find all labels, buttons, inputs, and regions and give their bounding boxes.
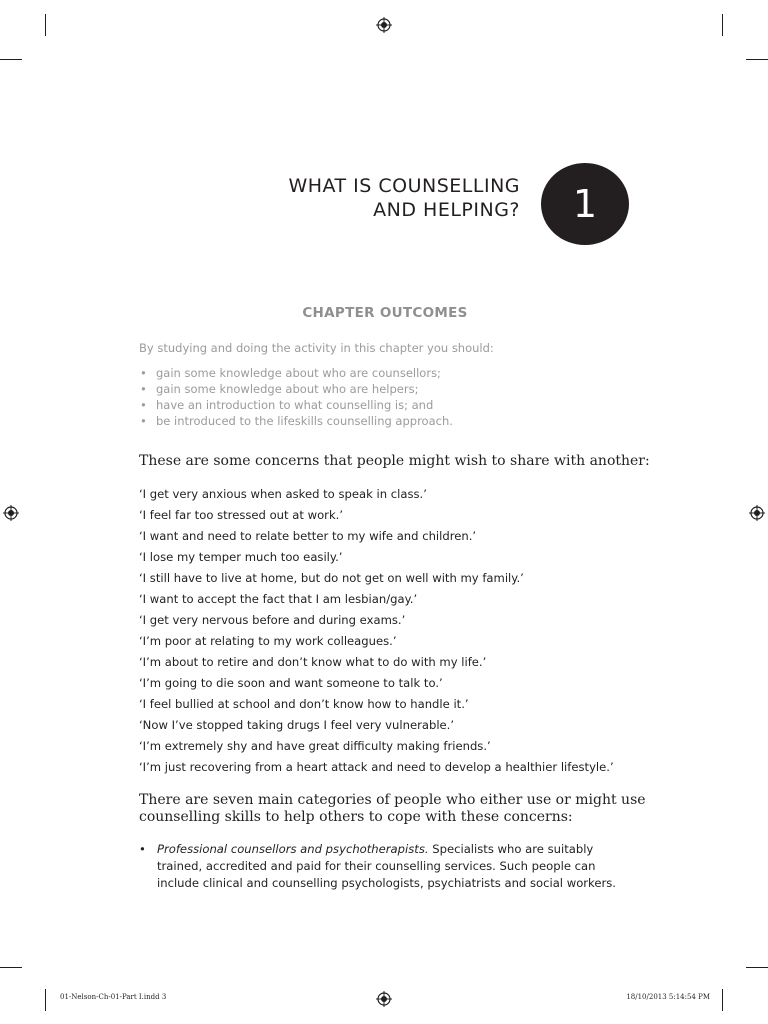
chapter-title bbox=[288, 174, 520, 222]
quote-item: ‘I’m going to die soon and want someone to talk to.’ bbox=[139, 676, 443, 690]
quote-item: ‘I want and need to relate better to my wife and children.’ bbox=[139, 529, 477, 543]
categories-intro-line: There are seven main categories of people who either use or might use bbox=[139, 792, 646, 808]
crop-mark-top-right bbox=[722, 14, 723, 36]
category-term: Professional counsellors and psychotherapists. bbox=[157, 842, 429, 856]
outcomes-intro: By studying and doing the activity in this chapter you should: bbox=[139, 341, 494, 355]
quote-item: ‘I still have to live at home, but do not get on well with my family.’ bbox=[139, 571, 524, 585]
quote-item: ‘I get very nervous before and during exams.’ bbox=[139, 613, 406, 627]
quote-item: ‘I’m poor at relating to my work colleagues.’ bbox=[139, 634, 397, 648]
quote-item: ‘I’m just recovering from a heart attack and need to develop a healthier lifestyle.’ bbox=[139, 760, 614, 774]
outcome-item: • have an introduction to what counselling is; and bbox=[139, 397, 453, 413]
category-description: Specialists who are suitably trained, accredited and paid for their counselling services. Such people can include clinical and counselling psychologists, psychiatrists and social workers. bbox=[157, 842, 616, 890]
quote-item: ‘I get very anxious when asked to speak in class.’ bbox=[139, 487, 427, 501]
registration-mark-icon bbox=[3, 505, 19, 521]
crop-mark-left-top bbox=[0, 59, 22, 60]
quote-item: ‘I feel far too stressed out at work.’ bbox=[139, 508, 344, 522]
print-slug-file: 01-Nelson-Ch-01-Part I.indd 3 bbox=[60, 993, 167, 1001]
quote-item: ‘I’m about to retire and don’t know what to do with my life.’ bbox=[139, 655, 487, 669]
crop-mark-bottom-left bbox=[45, 989, 46, 1011]
crop-mark-bottom-right bbox=[722, 989, 723, 1011]
registration-mark-icon bbox=[376, 991, 392, 1007]
chapter-title-line: WHAT IS COUNSELLING bbox=[288, 175, 520, 197]
registration-mark-icon bbox=[376, 17, 392, 33]
chapter-title-line: AND HELPING? bbox=[373, 199, 520, 221]
registration-mark-icon bbox=[749, 505, 765, 521]
concerns-quote-list bbox=[139, 484, 614, 778]
categories-intro-line: counselling skills to help others to cope with these concerns: bbox=[139, 809, 573, 825]
outcomes-list bbox=[139, 365, 453, 429]
quote-item: ‘I want to accept the fact that I am lesbian/gay.’ bbox=[139, 592, 418, 606]
category-bullet bbox=[157, 841, 627, 892]
quote-item: ‘Now I’ve stopped taking drugs I feel very vulnerable.’ bbox=[139, 718, 455, 732]
chapter-number-badge bbox=[541, 163, 629, 245]
outcome-item: • gain some knowledge about who are helpers; bbox=[139, 381, 453, 397]
chapter-number: 1 bbox=[572, 182, 598, 226]
outcomes-heading: CHAPTER OUTCOMES bbox=[302, 305, 468, 321]
crop-mark-right-bottom bbox=[746, 967, 768, 968]
crop-mark-right-top bbox=[746, 59, 768, 60]
quote-item: ‘I feel bullied at school and don’t know how to handle it.’ bbox=[139, 697, 469, 711]
quote-item: ‘I’m extremely shy and have great difficulty making friends.’ bbox=[139, 739, 491, 753]
outcome-item: • be introduced to the lifeskills counselling approach. bbox=[139, 413, 453, 429]
outcome-item: • gain some knowledge about who are counsellors; bbox=[139, 365, 453, 381]
concerns-intro: These are some concerns that people might wish to share with another: bbox=[139, 453, 650, 469]
crop-mark-top-left bbox=[45, 14, 46, 36]
quote-item: ‘I lose my temper much too easily.’ bbox=[139, 550, 343, 564]
crop-mark-left-bottom bbox=[0, 967, 22, 968]
bullet-icon: • bbox=[139, 842, 146, 856]
print-slug-timestamp: 18/10/2013 5:14:54 PM bbox=[626, 993, 710, 1001]
